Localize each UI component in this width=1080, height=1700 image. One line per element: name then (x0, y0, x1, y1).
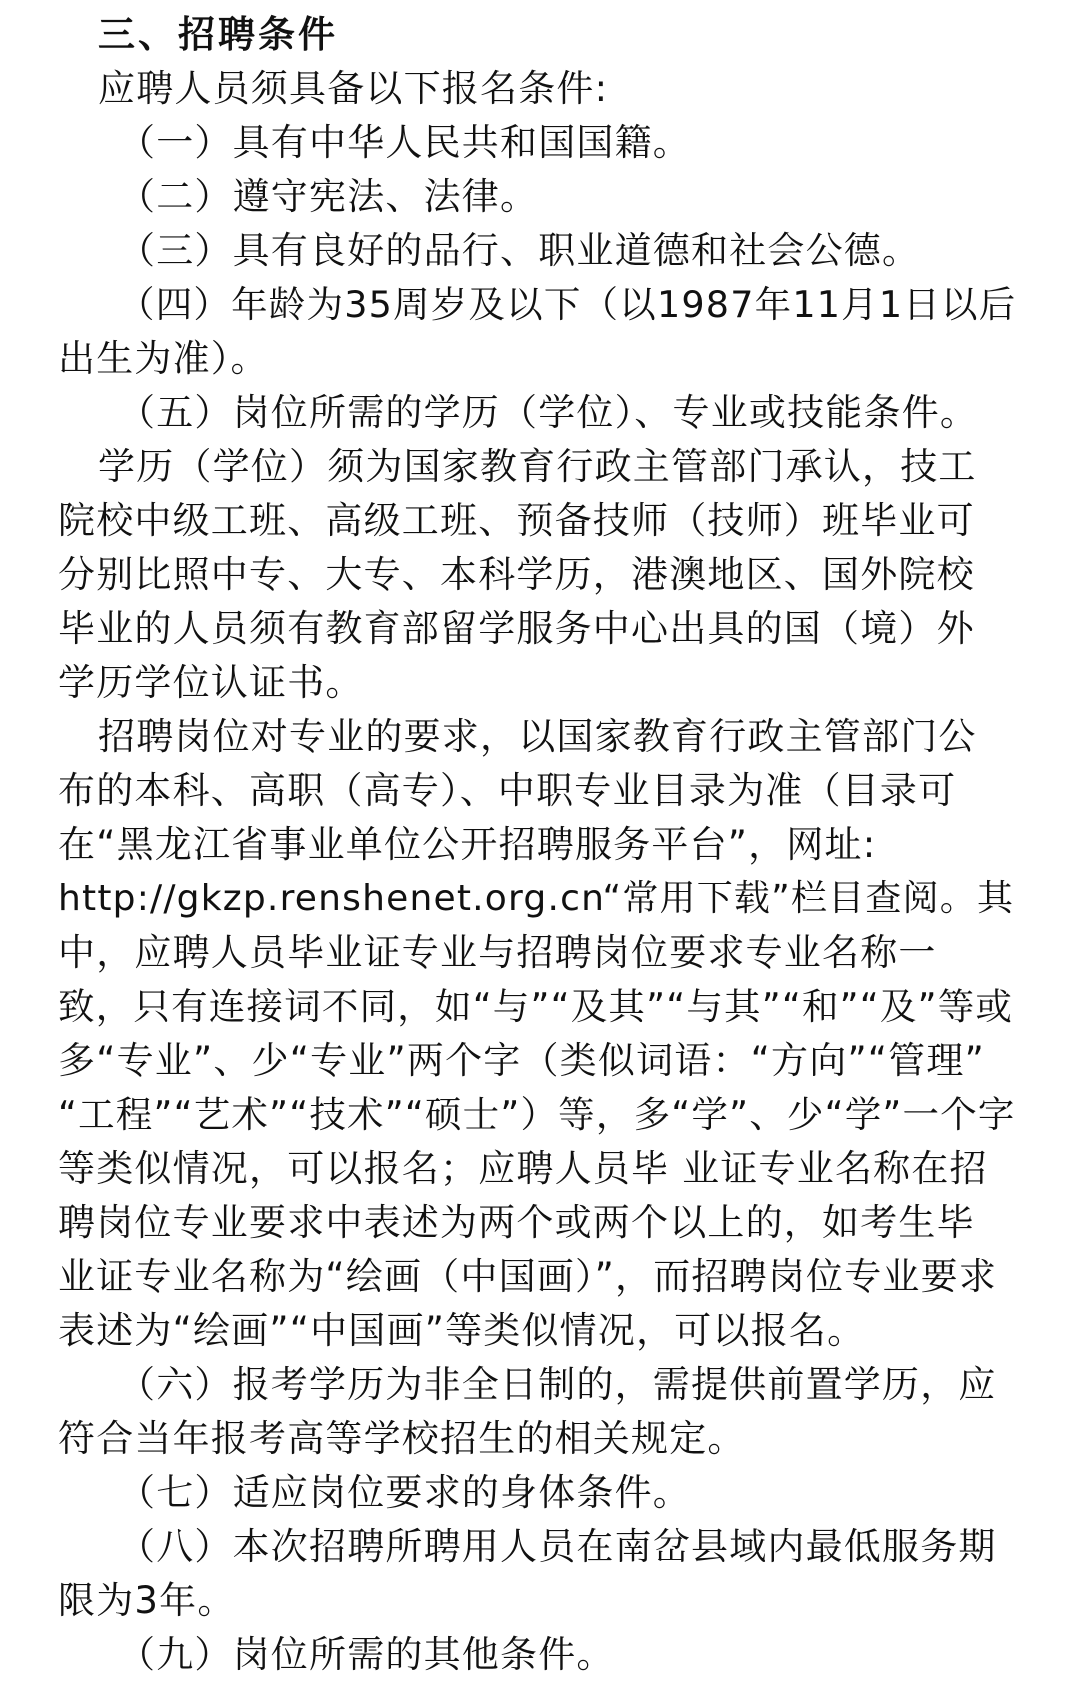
text-line: 学历学位认证书。 (58, 661, 364, 704)
text-line: 毕业的人员须有教育部留学服务中心出具的国（境）外 (58, 607, 975, 650)
text-line: 学历（学位）须为国家教育行政主管部门承认，技工 (98, 445, 977, 488)
text-line: （一）具有中华人民共和国国籍。 (118, 121, 691, 164)
text-line: 布的本科、高职（高专）、中职专业目录为准（目录可 (58, 769, 957, 812)
text-line: （三）具有良好的品行、职业道德和社会公德。 (118, 229, 921, 272)
text-line: 分别比照中专、大专、本科学历，港澳地区、国外院校 (58, 553, 975, 596)
text-line: 多“专业”、少“专业”两个字（类似词语：“方向”“管理” (58, 1039, 985, 1082)
text-line: http://gkzp.renshenet.org.cn“常用下载”栏目查阅。其 (58, 878, 1015, 919)
text-line: 等类似情况，可以报名；应聘人员毕 业证专业名称在招 (58, 1147, 988, 1190)
text-line: （八）本次招聘所聘用人员在南岔县域内最低服务期 (118, 1525, 997, 1568)
text-line: （七）适应岗位要求的身体条件。 (118, 1471, 691, 1514)
text-line: （二）遵守宪法、法律。 (118, 175, 539, 218)
text-line: 中，应聘人员毕业证专业与招聘岗位要求专业名称一 (58, 931, 937, 974)
text-line: 应聘人员须具备以下报名条件: (98, 67, 609, 110)
text-line: 聘岗位专业要求中表述为两个或两个以上的，如考生毕 (58, 1201, 975, 1244)
text-line: （九）岗位所需的其他条件。 (118, 1633, 615, 1676)
text-line: （五）岗位所需的学历（学位）、专业或技能条件。 (118, 391, 979, 434)
text-line: 业证专业名称为“绘画（中国画）”，而招聘岗位专业要求 (58, 1255, 998, 1298)
section-heading: 三、招聘条件 (98, 13, 338, 56)
text-line: 招聘岗位对专业的要求，以国家教育行政主管部门公 (98, 715, 977, 758)
text-line: （四）年龄为35周岁及以下（以1987年11月1日以后 (118, 283, 1017, 326)
text-line: 致，只有连接词不同，如“与”“及其”“与其”“和”“及”等或 (58, 985, 1014, 1028)
text-line: 院校中级工班、高级工班、预备技师（技师）班毕业可 (58, 499, 975, 542)
text-line: 在“黑龙江省事业单位公开招聘服务平台”，网址: (58, 823, 877, 866)
text-line: （六）报考学历为非全日制的，需提供前置学历，应 (118, 1363, 997, 1406)
text-line: 表述为“绘画”“中国画”等类似情况，可以报名。 (58, 1309, 866, 1352)
text-line: 限为3年。 (58, 1579, 236, 1622)
text-line: 符合当年报考高等学校招生的相关规定。 (58, 1417, 746, 1460)
text-line: “工程”“艺术”“技术”“硕士”）等，多“学”、少“学”一个字 (58, 1093, 1016, 1136)
text-line: 出生为准）。 (58, 337, 269, 380)
document-body (58, 8, 1023, 1682)
line-list (58, 62, 1023, 1682)
